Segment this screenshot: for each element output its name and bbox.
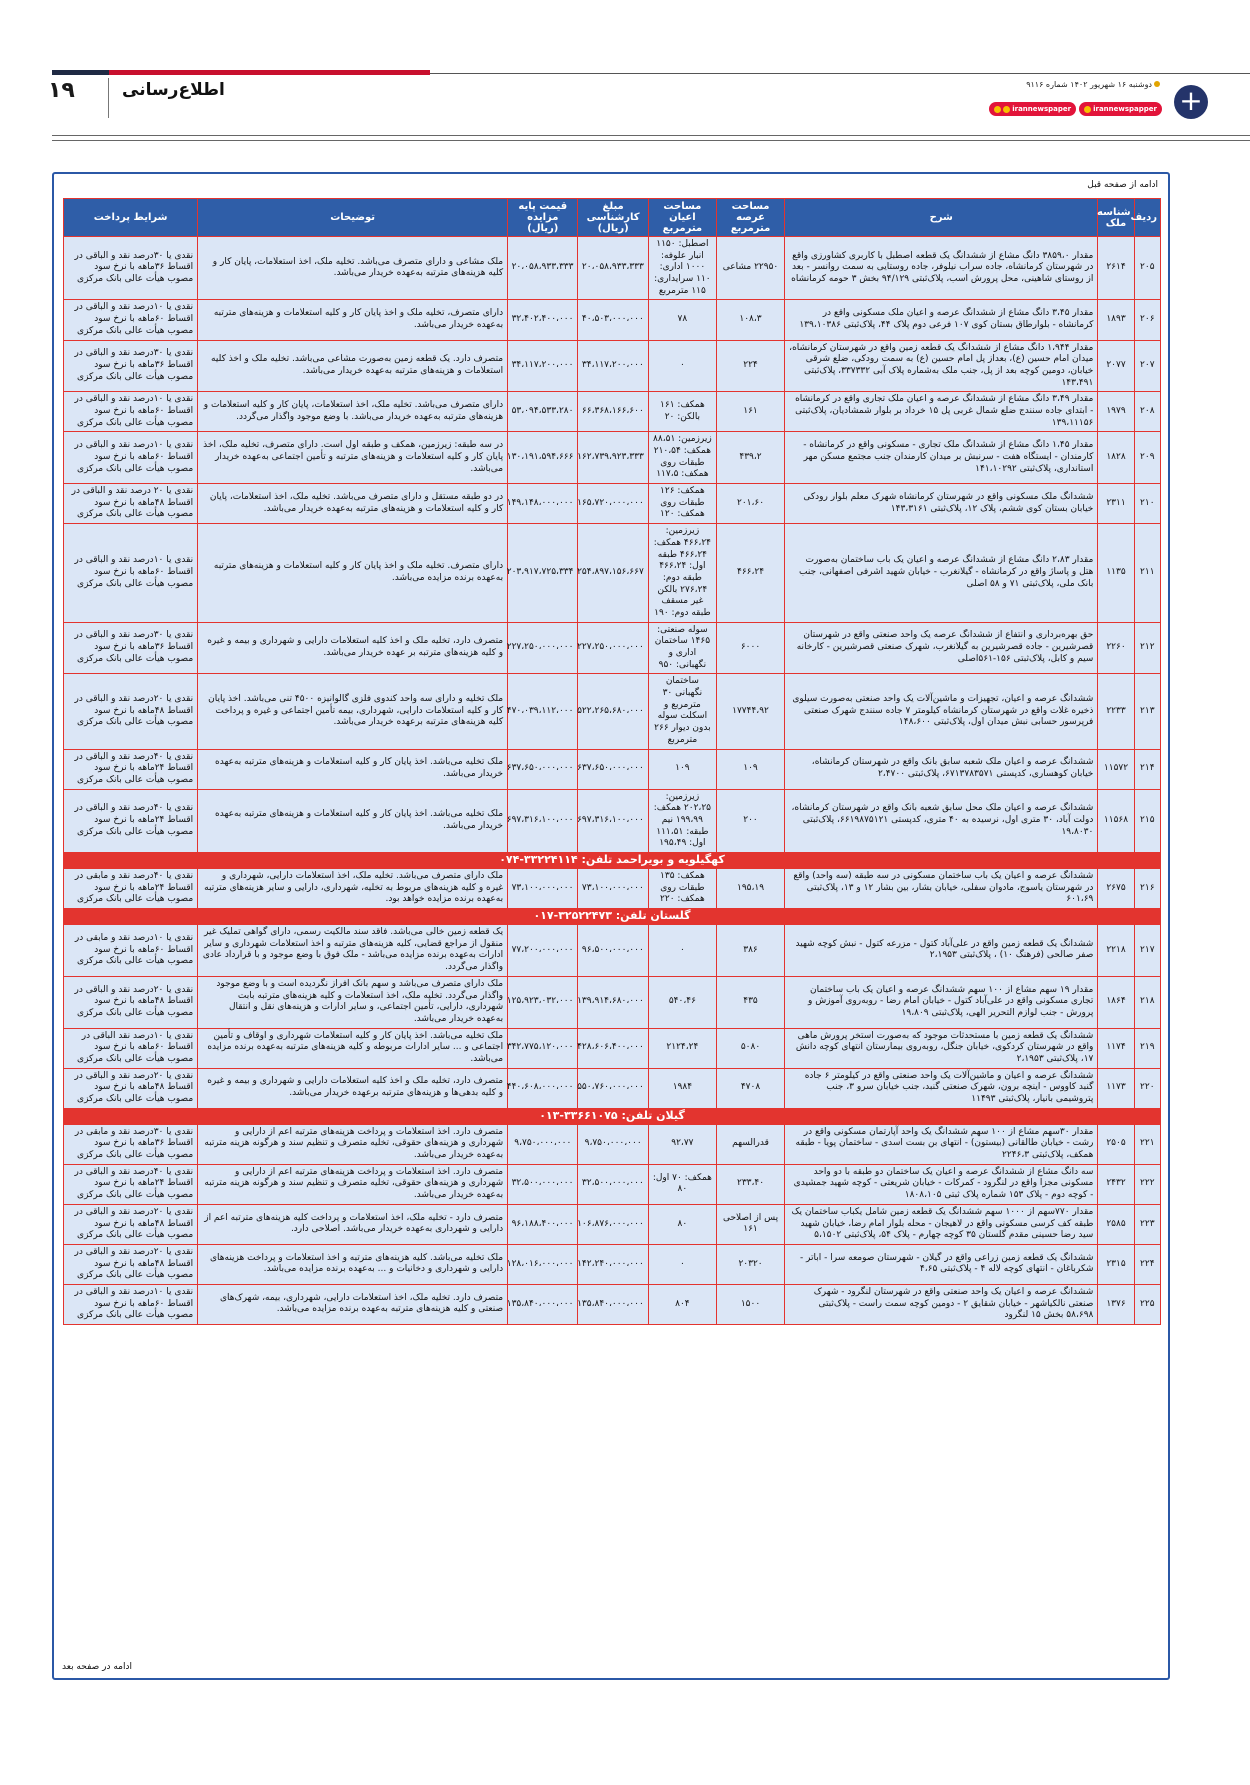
table-body [64,237,1161,1325]
property-id-cell: ۱۳۷۶ [1098,1284,1134,1324]
notes-cell: متصرف دارد. اخذ استعلامات و پرداخت هزینه‌های مترتبه اعم از دارایی و شهرداری و هزینه‌های حقوقی، تخلیه متصرف و تنظیم سند و هرگونه هزینه مترتبه به‌عهده خریدار می‌باشد. [198,1164,508,1204]
expert-price-cell: ۱۶۵،۷۲۰،۰۰۰،۰۰۰ [578,484,648,524]
land-area-cell: پس از اصلاحی ۱۶۱ [716,1204,784,1244]
base-price-cell: ۲۰۳،۹۱۷،۷۲۵،۳۳۴ [508,524,578,623]
property-id-cell: ۲۲۱۸ [1098,925,1134,977]
expert-price-cell: ۱۳۹،۹۱۴،۶۸۰،۰۰۰ [578,976,648,1028]
province-header-row [64,909,1161,925]
land-area-cell: ۵۰۸۰ [716,1028,784,1068]
table-row [64,484,1161,524]
table-row [64,392,1161,432]
payment-terms-cell: نقدی یا ۱۰درصد نقد الباقی در اقساط ۶۰ماهه با نرخ سود مصوب هیأت عالی بانک مرکزی [64,1028,198,1068]
land-area-cell: ۱۹۵،۱۹ [716,869,784,909]
province-contact: گیلان تلفن: ۳۳۶۶۱۰۷۵-۰۱۳ [64,1108,1161,1124]
description-cell: مقدار ۳،۴۵ دانگ مشاع از ششدانگ عرصه و اعیان ملک مسکونی واقع در کرمانشاه - بلوارطاق بستان کوی ۱۰۷ فرعی دوم پلاک ۴۴، پلاک‌ثبتی ۱۳۹،۱۰۳۸۶ [785,300,1098,340]
notes-cell: متصرف دارد. تخلیه ملک، اخذ استعلامات دارایی، شهرداری، بیمه، شهرک‌های صنعتی و کلیه هزینه‌های مترتبه به‌عهده برنده مزایده می‌باشد. [198,1284,508,1324]
description-cell: سه دانگ مشاع از ششدانگ عرصه و اعیان یک ساختمان دو طبقه با دو واحد مسکونی مجزا واقع در لنگرود - کمرکات - خیابان شریعتی - کوچه شهید جمشیدی - کوچه دوم - پلاک ۱۵۳ شماره پلاک ثبتی ۱۸۰۸،۱۰۵ [785,1164,1098,1204]
expert-price-cell: ۵۲۲،۲۶۵،۶۸۰،۰۰۰ [578,674,648,749]
description-cell: ششدانگ عرصه و اعیان، تجهیزات و ماشین‌آلات یک واحد صنعتی به‌صورت سیلوی ذخیره غلات واقع در شهرستان کرمانشاه کیلومتر ۷ جاده سنندج شهرک صنعتی فرپرسور حسابی نبش میدان اول، پلاک‌ثبتی ۱۴۸،۶۰۰ [785,674,1098,749]
row-number-cell: ۲۰۹ [1134,432,1160,484]
land-area-cell: ۳۸۶ [716,925,784,977]
payment-terms-cell: نقدی یا ۴۰درصد نقد و الباقی در اقساط ۲۴ماهه با نرخ سود مصوب هیأت عالی بانک مرکزی [64,1164,198,1204]
base-price-cell: ۱۲۵،۹۲۳،۰۳۲،۰۰۰ [508,976,578,1028]
expert-price-cell: ۵۵۰،۷۶۰،۰۰۰،۰۰۰ [578,1068,648,1108]
building-area-cell: ۸۰۴ [648,1284,716,1324]
building-area-cell: همکف: ۱۲۶ طبقات روی همکف: ۱۲۰ [648,484,716,524]
land-area-cell: ۱۷۷۴۴،۹۲ [716,674,784,749]
building-area-cell: ۰ [648,1244,716,1284]
plus-logo-icon: + [1174,85,1208,119]
telegram-icon [1003,106,1010,113]
expert-price-cell: ۶۳۷،۶۵۰،۰۰۰،۰۰۰ [578,749,648,789]
row-number-cell: ۲۰۶ [1134,300,1160,340]
description-cell: مقدار ۷۷۰سهم از ۱۰۰۰ سهم ششدانگ یک قطعه زمین شامل یکباب ساختمان یک طبقه کف کرسی مسکونی واقع در لاهیجان - محله بلوار امام رضا، خیابان شهید سید رضا حسینی مقدم گلستان ۳۵ کوچه چهارم - پلاک ۵۴، پلاک‌ثبتی ۵،۱۵۰۲ [785,1204,1098,1244]
expert-price-cell: ۱۰۶،۸۷۶،۰۰۰،۰۰۰ [578,1204,648,1244]
row-number-cell: ۲۲۰ [1134,1068,1160,1108]
description-cell: ششدانگ عرصه و اعیان ملک محل سابق شعبه بانک واقع در شهرستان کرمانشاه، دولت آباد، ۳۰ متری اول، نرسیده به ۴۰ متری، کدپستی ۶۶۱۹۸۷۵۱۲۱، پلاک‌ثبتی ۱۹،۸۰۳۰ [785,789,1098,852]
building-area-cell: اصطبل: ۱۱۵۰ انبار علوفه: ۱۰۰۰ اداری: ۱۱۰ سرایداری: ۱۱۵ مترمربع [648,237,716,300]
description-cell: مقدار ۱،۴۵ دانگ مشاع از ششدانگ ملک تجاری - مسکونی واقع در کرمانشاه - کارمندان - ایستگاه هفت - سرنبش بر میدان کارمندان جنب مجتمع مسکن مهر استانداری، پلاک‌ثبتی ۱۴۱،۱۰۲۹۲ [785,432,1098,484]
building-area-cell: ۷۸ [648,300,716,340]
property-id-cell: ۱۱۳۵ [1098,524,1134,623]
table-row [64,1124,1161,1164]
base-price-cell: ۳۴۲،۷۷۵،۱۲۰،۰۰۰ [508,1028,578,1068]
base-price-cell: ۲۲۷،۲۵۰،۰۰۰،۰۰۰ [508,622,578,674]
building-area-cell: ۱۰۹ [648,749,716,789]
table-row [64,622,1161,674]
notes-cell: متصرف دارد. اخذ استعلامات و پرداخت هزینه‌های مترتبه اعم از دارایی و شهرداری و هزینه‌های حقوقی، تخلیه متصرف و تنظیم سند و هرگونه هزینه مترتبه به‌عهده خریدار می‌باشد. [198,1124,508,1164]
base-price-cell: ۹،۷۵۰،۰۰۰،۰۰۰ [508,1124,578,1164]
notes-cell: ملک تخلیه و دارای سه واحد کندوی فلزی گالوانیزه ۴۵۰۰ تنی می‌باشد. اخذ پایان کار و کلیه استعلامات دارایی، شهرداری، بیمه تأمین اجتماعی و غیره و پرداخت کلیه هزینه‌های مترتبه برعهده خریدار می‌باشد. [198,674,508,749]
property-id-cell: ۲۵۸۵ [1098,1204,1134,1244]
property-id-cell: ۱۸۶۴ [1098,976,1134,1028]
description-cell: ششدانگ یک قطعه زمین زراعی واقع در گیلان - شهرستان صومعه سرا - اباتر - شکرباغان - انتهای کوچه لاله ۴ - پلاک‌ثبتی ۴،۶۵ [785,1244,1098,1284]
building-area-cell: زیرزمین: ۴۶۶،۲۴ همکف: ۴۶۶،۲۴ طبقه اول: ۴۶۶،۲۴ طبقه دوم: ۲۷۶،۲۴ بالکن غیر مسقف طبقه دوم: ۱۹۰ [648,524,716,623]
table-row [64,749,1161,789]
land-area-cell: ۱۶۱ [716,392,784,432]
land-area-cell: قدرالسهم [716,1124,784,1164]
table-row [64,1068,1161,1108]
base-price-cell: ۲۰،۰۵۸،۹۳۳،۳۳۳ [508,237,578,300]
payment-terms-cell: نقدی یا ۲۰درصد نقد و الباقی در اقساط ۴۸ماهه با نرخ سود مصوب هیأت عالی بانک مرکزی [64,1068,198,1108]
description-cell: ششدانگ عرصه و اعیان و ماشین‌آلات یک واحد صنعتی واقع در کیلومتر ۶ جاده گنبد کاووس - اینچه برون، شهرک صنعتی گنبد، جنب خیابان سرو ۳، جنب پتروشیمی بانیار، پلاک‌ثبتی ۱۱۴۹۳ [785,1068,1098,1108]
payment-terms-cell: نقدی یا ۱۰درصد نقد و الباقی در اقساط ۶۰ماهه با نرخ سود مصوب هیأت عالی بانک مرکزی [64,432,198,484]
province-contact: گلستان تلفن: ۳۲۵۲۲۴۷۳-۰۱۷ [64,909,1161,925]
base-price-cell: ۳۲،۴۰۲،۴۰۰،۰۰۰ [508,300,578,340]
property-id-cell: ۱۱۷۳ [1098,1068,1134,1108]
payment-terms-cell: نقدی یا ۱۰درصد نقد و مابقی در اقساط ۶۰ماهه با نرخ سود مصوب هیأت عالی بانک مرکزی [64,925,198,977]
expert-price-cell: ۷۳،۱۰۰،۰۰۰،۰۰۰ [578,869,648,909]
notes-cell: ملک تخلیه می‌باشد. اخذ پایان کار و کلیه استعلامات و هزینه‌های مترتبه به‌عهده خریدار می‌باشد. [198,749,508,789]
row-number-cell: ۲۱۸ [1134,976,1160,1028]
table-row [64,1244,1161,1284]
land-area-cell: ۶۰۰۰ [716,622,784,674]
header-expert-price: مبلغ کارشناسی (ریال) [578,199,648,237]
description-cell: حق بهره‌برداری و انتفاع از ششدانگ عرصه یک واحد صنعتی واقع در شهرستان قصرشیرین - جاده قصرشیرین به گیلانغرب، شهرک صنعتی قصرشیرین - کارخانه سیم و کابل، پلاک‌ثبتی ۱۵۶-۵۶۱اصلی [785,622,1098,674]
base-price-cell: ۷۷،۲۰۰،۰۰۰،۰۰۰ [508,925,578,977]
property-id-cell: ۱۱۷۴ [1098,1028,1134,1068]
province-header-row [64,853,1161,869]
table-row [64,237,1161,300]
property-id-cell: ۲۶۷۵ [1098,869,1134,909]
payment-terms-cell: نقدی یا ۱۰درصد نقد و الباقی در اقساط ۶۰ماهه با نرخ سود مصوب هیأت عالی بانک مرکزی [64,300,198,340]
description-cell: مقدار ۲،۸۳ دانگ مشاع از ششدانگ عرصه و اعیان یک باب ساختمان به‌صورت هتل و پاساژ واقع در کرمانشاه - گیلانغرب - خیابان شهید اشرفی اصفهانی، جنب بانک ملی، پلاک‌ثبتی ۷۱ و ۵۸ اصلی [785,524,1098,623]
header-separator [108,78,109,118]
table-header-row [64,199,1161,237]
property-id-cell: ۲۰۷۷ [1098,340,1134,392]
property-id-cell: ۲۳۱۱ [1098,484,1134,524]
building-area-cell: همکف: ۱۳۵ طبقات روی همکف: ۲۲۰ [648,869,716,909]
notes-cell: یک قطعه زمین خالی می‌باشد. فاقد سند مالکیت رسمی، دارای گواهی تملیک غیر منقول از مراجع قضایی، کلیه هزینه‌های مترتبه و اخذ استعلامات شهرداری و سایر ادارات به‌عهده برنده مزایده می‌باشد - ملک فوق با وضع موجود و با قرارداد عادی واگذار می‌گردد. [198,925,508,977]
property-id-cell: ۱۱۵۶۸ [1098,789,1134,852]
property-id-cell: ۲۴۳۲ [1098,1164,1134,1204]
auction-table [63,198,1161,1325]
row-number-cell: ۲۲۳ [1134,1204,1160,1244]
table-row [64,869,1161,909]
notes-cell: ملک دارای متصرف می‌باشد. تخلیه ملک، اخذ استعلامات دارایی، شهرداری و غیره و کلیه هزینه‌های مربوط به تخلیه، شهرداری، دارایی و سایر هزینه‌های مترتبه به‌عهده برنده مزایده خواهد بود. [198,869,508,909]
expert-price-cell: ۳۲،۵۰۰،۰۰۰،۰۰۰ [578,1164,648,1204]
row-number-cell: ۲۰۵ [1134,237,1160,300]
expert-price-cell: ۲۵۴،۸۹۷،۱۵۶،۶۶۷ [578,524,648,623]
property-id-cell: ۱۸۹۳ [1098,300,1134,340]
land-area-cell: ۲۲۴ [716,340,784,392]
payment-terms-cell: نقدی یا ۲۰درصد نقد و الباقی در اقساط ۴۸ماهه با نرخ سود مصوب هیأت عالی بانک مرکزی [64,976,198,1028]
building-area-cell: زیرزمین: ۸۸،۵۱ همکف: ۲۱۰،۵۴ طبقات روی همکف: ۱۱۷،۵ [648,432,716,484]
notes-cell: دارای متصرف. تخلیه ملک و اخذ پایان کار و کلیه استعلامات و هزینه‌های مترتبه به‌عهده برنده مزایده می‌باشد. [198,524,508,623]
expert-price-cell: ۶۶،۳۶۸،۱۶۶،۶۰۰ [578,392,648,432]
header-land-area: مساحت عرصه مترمربع [716,199,784,237]
masthead [1012,80,1208,120]
building-area-cell: ۱۹۸۴ [648,1068,716,1108]
issue-date [1026,80,1162,89]
description-cell: ششدانگ یک قطعه زمین با مستحدثات موجود که به‌صورت استخر پرورش ماهی واقع در شهرستان کردکوی، خیابان جنگل، روبه‌روی بیمارستان انتهای کوچه دانش ۱۷، پلاک‌ثبتی ۲،۱۹۵۳ [785,1028,1098,1068]
land-area-cell: ۲۳۳،۴۰ [716,1164,784,1204]
base-price-cell: ۱۳۵،۸۴۰،۰۰۰،۰۰۰ [508,1284,578,1324]
building-area-cell: همکف: ۱۶۱ بالکن: ۲۰ [648,392,716,432]
top-dark-rule [52,70,109,75]
row-number-cell: ۲۱۷ [1134,925,1160,977]
notes-cell: ملک تخلیه می‌باشد. کلیه هزینه‌های مترتبه و اخذ استعلامات و پرداخت هزینه‌های دارایی و شهرداری و دخانیات و ... به‌عهده برنده مزایده می‌باشد. [198,1244,508,1284]
building-area-cell: ۰ [648,925,716,977]
twitter-icon [994,106,1001,113]
header-property-id: شناسه ملک [1098,199,1134,237]
row-number-cell: ۲۱۹ [1134,1028,1160,1068]
payment-terms-cell: نقدی یا ۱۰درصد نقد و الباقی در اقساط ۶۰ماهه با نرخ سود مصوب هیأت عالی بانک مرکزی [64,392,198,432]
description-cell: ششدانگ عرصه و اعیان ملک شعبه سابق بانک واقع در شهرستان کرمانشاه، خیابان کوهساری، کدپستی ۶۷۱۳۷۸۳۵۷۱، پلاک‌ثبتی ۲،۴۷۰۰ [785,749,1098,789]
payment-terms-cell: نقدی یا ۲۰درصد نقد و الباقی در اقساط ۴۸ماهه با نرخ سود مصوب هیأت عالی بانک مرکزی [64,674,198,749]
row-number-cell: ۲۰۸ [1134,392,1160,432]
base-price-cell: ۱۴۹،۱۴۸،۰۰۰،۰۰۰ [508,484,578,524]
property-id-cell: ۱۸۲۸ [1098,432,1134,484]
land-area-cell: ۲۰۰ [716,789,784,852]
social-pill[interactable] [989,102,1076,116]
expert-price-cell: ۲۲۷،۲۵۰،۰۰۰،۰۰۰ [578,622,648,674]
base-price-cell: ۴۴۰،۶۰۸،۰۰۰،۰۰۰ [508,1068,578,1108]
issue-date-text: دوشنبه ۱۶ شهریور ۱۴۰۲ شماره ۹۱۱۶ [1026,80,1152,89]
building-area-cell: ساختمان نگهبانی ۳۰ مترمربع و اسکلت سوله بدون دیوار ۲۶۶ مترمربع [648,674,716,749]
notes-cell: ملک دارای متصرف می‌باشد و سهم بانک افراز نگردیده است و با وضع موجود واگذار می‌گردد. تخلیه ملک، اخذ استعلامات و کلیه هزینه‌های مترتبه بابت شهرداری، دارایی، تأمین اجتماعی، و سایر ادارات و هزینه‌های نقل و انتقال به‌عهده خریدار می‌باشد. [198,976,508,1028]
date-dot-icon [1154,81,1160,87]
expert-price-cell: ۹،۷۵۰،۰۰۰،۰۰۰ [578,1124,648,1164]
payment-terms-cell: نقدی یا ۳۰درصد نقد و الباقی در اقساط ۳۶ماهه با نرخ سود مصوب هیأت عالی بانک مرکزی [64,237,198,300]
property-id-cell: ۱۱۵۷۲ [1098,749,1134,789]
notes-cell: ملک مشاعی و دارای متصرف می‌باشد. تخلیه ملک، اخذ استعلامات، پایان کار و کلیه هزینه‌های مترتبه به‌عهده خریدار می‌باشد. [198,237,508,300]
land-area-cell: ۱۰۸،۳ [716,300,784,340]
table-row [64,976,1161,1028]
row-number-cell: ۲۱۴ [1134,749,1160,789]
row-number-cell: ۲۱۶ [1134,869,1160,909]
description-cell: مقدار ۳،۴۹ دانگ مشاع از ششدانگ عرصه و اعیان ملک تجاری واقع در کرمانشاه - ابتدای جاده سنندج ضلع شمال غربی پل ۱۵ خرداد بر بلوار شمشادیان، پلاک‌ثبتی ۱۳۹،۱۱۱۵۶ [785,392,1098,432]
table-row [64,300,1161,340]
top-thin-rule [430,73,1250,74]
land-area-cell: ۱۰۹ [716,749,784,789]
base-price-cell: ۹۶،۱۸۸،۴۰۰،۰۰۰ [508,1204,578,1244]
base-price-cell: ۶۳۷،۶۵۰،۰۰۰،۰۰۰ [508,749,578,789]
payment-terms-cell: نقدی یا ۲۰درصد نقد و الباقی در اقساط ۴۸ماهه با نرخ سود مصوب هیأت عالی بانک مرکزی [64,1244,198,1284]
notes-cell: در دو طبقه مستقل و دارای متصرف می‌باشد. تخلیه ملک، اخذ استعلامات، پایان کار و کلیه استعلامات و هزینه‌های مترتبه به‌عهده خریدار می‌باشد. [198,484,508,524]
row-number-cell: ۲۱۰ [1134,484,1160,524]
building-area-cell: ۹۲،۷۷ [648,1124,716,1164]
property-id-cell: ۲۲۳۳ [1098,674,1134,749]
expert-price-cell: ۴۲۸،۶۰۶،۴۰۰،۰۰۰ [578,1028,648,1068]
description-cell: مقدار ۱،۹۴۴ دانگ مشاع از ششدانگ یک قطعه زمین واقع در شهرستان کرمانشاه، میدان امام حسین (ع)، بعداز پل امام حسین (ع) به سمت رودکی، ضلع شرقی خیابان، دومین کوچه بعد از پل، جنب ملک به‌شماره پلاک آبی ۳۳۷۳۳۲، پلاک‌ثبتی ۱۴۳،۴۹۱ [785,340,1098,392]
base-price-cell: ۶۹۷،۳۱۶،۱۰۰،۰۰۰ [508,789,578,852]
land-area-cell: ۲۰۱،۶۰ [716,484,784,524]
notes-cell: در سه طبقه: زیرزمین، همکف و طبقه اول است. دارای متصرف، تخلیه ملک، اخذ پایان کار و کلیه استعلامات و هزینه‌های مترتبه و تأمین اجتماعی به‌عهده خریدار می‌باشد. [198,432,508,484]
notes-cell: متصرف دارد - تخلیه ملک، اخذ استعلامات و پرداخت کلیه هزینه‌های مترتبه اعم از دارایی و شهرداری به‌عهده خریدار می‌باشد. اصلاحی دارد. [198,1204,508,1244]
expert-price-cell: ۴۰،۵۰۳،۰۰۰،۰۰۰ [578,300,648,340]
row-number-cell: ۲۱۵ [1134,789,1160,852]
header-payment-terms: شرایط پرداخت [64,199,198,237]
table-row [64,340,1161,392]
property-id-cell: ۲۵۰۵ [1098,1124,1134,1164]
expert-price-cell: ۶۹۷،۳۱۶،۱۰۰،۰۰۰ [578,789,648,852]
social-handles [989,102,1162,116]
expert-price-cell: ۱۶۲،۷۳۹،۹۲۳،۳۳۳ [578,432,648,484]
row-number-cell: ۲۱۱ [1134,524,1160,623]
table-row [64,432,1161,484]
table-row [64,1284,1161,1324]
land-area-cell: ۴۳۹،۲ [716,432,784,484]
land-area-cell: ۱۵۰۰ [716,1284,784,1324]
social-pill[interactable] [1079,102,1162,116]
base-price-cell: ۴۷۰،۰۳۹،۱۱۲،۰۰۰ [508,674,578,749]
base-price-cell: ۷۳،۱۰۰،۰۰۰،۰۰۰ [508,869,578,909]
instagram-icon [1084,106,1091,113]
payment-terms-cell: نقدی یا ۴۰درصد نقد و الباقی در اقساط ۲۴ماهه با نرخ سود مصوب هیأت عالی بانک مرکزی [64,789,198,852]
notes-cell: متصرف دارد. یک قطعه زمین به‌صورت مشاعی می‌باشد. تخلیه ملک و اخذ کلیه استعلامات و هزینه‌های مترتبه به‌عهده خریدار می‌باشد. [198,340,508,392]
row-number-cell: ۲۰۷ [1134,340,1160,392]
building-area-cell: ۸۰ [648,1204,716,1244]
notes-cell: ملک تخلیه می‌باشد. اخذ پایان کار و کلیه استعلامات شهرداری و اوقاف و تأمین اجتماعی و ... سایر ادارات مربوطه و کلیه هزینه‌های مترتبه به‌عهده برنده مزایده می‌باشد. [198,1028,508,1068]
notes-cell: دارای متصرف می‌باشد. تخلیه ملک، اخذ استعلامات، پایان کار و کلیه استعلامات و هزینه‌های مترتبه به‌عهده خریدار می‌باشد. با وضع موجود واگذار می‌گردد. [198,392,508,432]
continued-to: ادامه در صفحه بعد [62,1662,132,1672]
building-area-cell: سوله صنعتی: ۱۴۶۵ ساختمان اداری و نگهبانی: ۹۵۰ [648,622,716,674]
land-area-cell: ۴۳۵ [716,976,784,1028]
header-building-area: مساحت اعیان مترمربع [648,199,716,237]
expert-price-cell: ۹۶،۵۰۰،۰۰۰،۰۰۰ [578,925,648,977]
description-cell: مقدار ۱۹ سهم مشاع از ۱۰۰ سهم ششدانگ عرصه و اعیان یک باب ساختمان تجاری مسکونی واقع در علی‌آباد کتول - خیابان امام رضا - روبه‌روی آموزش و پرورش - جنب لوازم التحریر الهی، پلاک‌ثبتی ۱۹،۸۰۹ [785,976,1098,1028]
property-id-cell: ۲۶۱۴ [1098,237,1134,300]
payment-terms-cell: نقدی یا ۱۰درصد نقد و الباقی در اقساط ۶۰ماهه با نرخ سود مصوب هیأت عالی بانک مرکزی [64,524,198,623]
property-id-cell: ۱۹۷۹ [1098,392,1134,432]
description-cell: مقدار ۳۸۵۹،۰ دانگ مشاع از ششدانگ یک قطعه اصطبل با کاربری کشاورزی واقع در شهرستان کرمانشاه، جاده سراب نیلوفر، جاده روستایی به سمت روانسر - بعد از روستای شاهینی، محل پرورش اسب، پلاک‌ثبتی ۹۴/۱۲۹ بخش ۳ حومه کرمانشاه [785,237,1098,300]
description-cell: مقدار ۳۰سهم مشاع از ۱۰۰ سهم ششدانگ یک واحد آپارتمان مسکونی واقع در رشت - خیابان طالقانی (بیستون) - انتهای بن بست اسدی - ساختمان پویا - طبقه همکف، پلاک‌ثبتی ۲۲۴۶،۳ [785,1124,1098,1164]
notes-cell: ملک تخلیه می‌باشد. اخذ پایان کار و کلیه استعلامات و هزینه‌های مترتبه به‌عهده خریدار می‌باشد. [198,789,508,852]
header-row-number: ردیف [1134,199,1160,237]
base-price-cell: ۳۴،۱۱۷،۲۰۰،۰۰۰ [508,340,578,392]
row-number-cell: ۲۱۳ [1134,674,1160,749]
payment-terms-cell: نقدی یا ۴۰درصد نقد و الباقی در اقساط ۲۴ماهه با نرخ سود مصوب هیأت عالی بانک مرکزی [64,749,198,789]
table-row [64,1164,1161,1204]
land-area-cell: ۲۲۹۵۰ مشاعی [716,237,784,300]
table-row [64,524,1161,623]
property-id-cell: ۲۲۶۰ [1098,622,1134,674]
payment-terms-cell: نقدی یا ۱۰درصد نقد و الباقی در اقساط ۶۰ماهه با نرخ سود مصوب هیأت عالی بانک مرکزی [64,1284,198,1324]
building-area-cell: همکف: ۷۰ اول: ۸۰ [648,1164,716,1204]
description-cell: ششدانگ یک قطعه زمین واقع در علی‌آباد کتول - مزرعه کتول - نبش کوچه شهید صفر صالحی (فرهنگ ۱۰) ، پلاک‌ثبتی ۲،۱۹۵۳ [785,925,1098,977]
land-area-cell: ۴۷۰۸ [716,1068,784,1108]
row-number-cell: ۲۱۲ [1134,622,1160,674]
land-area-cell: ۲۰۳۲۰ [716,1244,784,1284]
header-double-rule [52,135,1250,141]
social-handle: irannewspapper [1093,105,1157,113]
description-cell: ششدانگ عرصه و اعیان یک باب ساختمان مسکونی در سه طبقه (سه واحد) واقع در شهرستان یاسوج، مادوان سفلی، خیابان بشار، بین بشار ۱۲ و ۱۳، پلاک‌ثبتی ۶۰۱،۶۹ [785,869,1098,909]
property-id-cell: ۲۳۱۵ [1098,1244,1134,1284]
expert-price-cell: ۳۴،۱۱۷،۲۰۰،۰۰۰ [578,340,648,392]
base-price-cell: ۳۲،۵۰۰،۰۰۰،۰۰۰ [508,1164,578,1204]
continued-from: ادامه از صفحه قبل [1087,180,1158,190]
province-contact: کهگیلویه و بویراحمد تلفن: ۳۳۲۲۴۱۱۴-۰۷۴ [64,853,1161,869]
payment-terms-cell: نقدی یا ۳۰درصد نقد و الباقی در اقساط ۳۶ماهه با نرخ سود مصوب هیأت عالی بانک مرکزی [64,340,198,392]
notes-cell: متصرف دارد، تخلیه ملک و اخذ کلیه استعلامات دارایی و شهرداری و بیمه و غیره و کلیه هزینه‌های مترتبه بر عهده خریدار می‌باشد. [198,622,508,674]
description-cell: ششدانگ ملک مسکونی واقع در شهرستان کرمانشاه شهرک معلم بلوار رودکی خیابان بستان کوی ششم، پلاک ۱۲، پلاک‌ثبتی ۱۴۳،۳۱۶۱ [785,484,1098,524]
row-number-cell: ۲۲۴ [1134,1244,1160,1284]
building-area-cell: ۰ [648,340,716,392]
row-number-cell: ۲۲۱ [1134,1124,1160,1164]
land-area-cell: ۴۶۶،۲۴ [716,524,784,623]
header-base-price: قیمت پایه مزایده (ریال) [508,199,578,237]
table-row [64,1204,1161,1244]
social-handle: irannewspaper [1012,105,1072,113]
description-cell: ششدانگ عرصه و اعیان یک واحد صنعتی واقع در شهرستان لنگرود - شهرک صنعتی نالکیاشهر - خیابان شقایق ۲ - دومین کوچه سمت راست - پلاک‌ثبتی ۵۸،۶۹۸ بخش ۱۵ لنگرود [785,1284,1098,1324]
payment-terms-cell: نقدی یا ۲۰درصد نقد و الباقی در اقساط ۴۸ماهه با نرخ سود مصوب هیأت عالی بانک مرکزی [64,1204,198,1244]
notes-cell: دارای متصرف، تخلیه ملک و اخذ پایان کار و کلیه استعلامات و هزینه‌های مترتبه به‌عهده خریدار می‌باشد. [198,300,508,340]
payment-terms-cell: نقدی یا ۳۰درصد نقد و الباقی در اقساط ۳۶ماهه با نرخ سود مصوب هیأت عالی بانک مرکزی [64,622,198,674]
listing-frame [52,172,1170,1680]
building-area-cell: ۲۱۲۴،۲۴ [648,1028,716,1068]
header-description: شرح [785,199,1098,237]
notes-cell: متصرف دارد، تخلیه ملک و اخذ کلیه استعلامات دارایی و شهرداری و بیمه و غیره و کلیه بدهی‌ها و هزینه‌های مترتبه برعهده خریدار می‌باشد. [198,1068,508,1108]
payment-terms-cell: نقدی یا ۳۰درصد نقد و مابقی در اقساط ۳۶ماهه با نرخ سود مصوب هیأت عالی بانک مرکزی [64,1124,198,1164]
section-title: اطلاع‌رسانی [122,80,225,100]
table-row [64,925,1161,977]
page-number: ۱۹ [48,78,75,103]
row-number-cell: ۲۲۵ [1134,1284,1160,1324]
expert-price-cell: ۱۴۲،۲۴۰،۰۰۰،۰۰۰ [578,1244,648,1284]
table-row [64,1028,1161,1068]
header-notes: توضیحات [198,199,508,237]
base-price-cell: ۱۳۰،۱۹۱،۵۹۴،۶۶۶ [508,432,578,484]
expert-price-cell: ۲۰،۰۵۸،۹۳۳،۳۳۳ [578,237,648,300]
building-area-cell: ۵۴۰،۴۶ [648,976,716,1028]
province-header-row [64,1108,1161,1124]
table-row [64,789,1161,852]
table-row [64,674,1161,749]
base-price-cell: ۱۲۸،۰۱۶،۰۰۰،۰۰۰ [508,1244,578,1284]
building-area-cell: زیرزمین: ۲۰۲،۲۵ همکف: ۱۹۹،۹۹ نیم طبقه: ۱۱۱،۵۱ اول: ۱۹۵،۴۹ [648,789,716,852]
payment-terms-cell: نقدی یا ۲۰ درصد نقد و الباقی در اقساط ۴۸ماهه با نرخ سود مصوب هیأت عالی بانک مرکزی [64,484,198,524]
payment-terms-cell: نقدی یا ۴۰درصد نقد و مابقی در اقساط ۲۴ماهه با نرخ سود مصوب هیأت عالی بانک مرکزی [64,869,198,909]
expert-price-cell: ۱۳۵،۸۴۰،۰۰۰،۰۰۰ [578,1284,648,1324]
row-number-cell: ۲۲۲ [1134,1164,1160,1204]
base-price-cell: ۵۳،۰۹۴،۵۳۳،۲۸۰ [508,392,578,432]
